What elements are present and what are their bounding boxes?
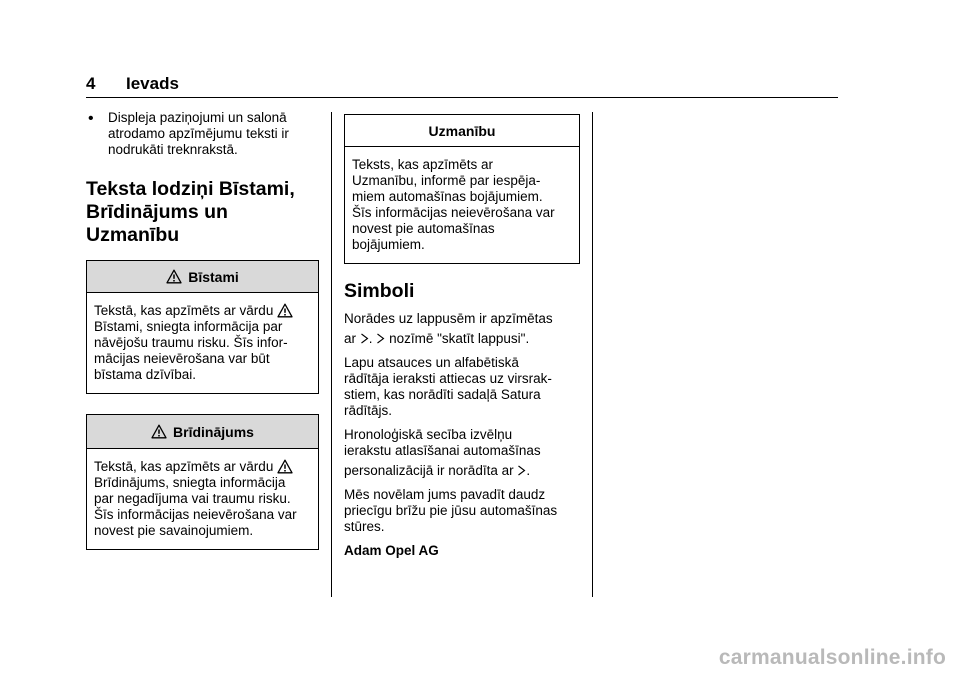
section-title: Ievads [126,74,179,93]
warning-text-line: novest pie savainojumiem. [94,523,254,538]
symbols-line: ierakstu atlasīšanai automašīnas [344,443,541,458]
symbols-line: priecīgu brīžu pie jūsu automašīnas [344,503,558,518]
danger-box-title: Bīstami [188,268,239,285]
caution-box [344,114,580,264]
danger-box-header [87,261,318,293]
warning-text-line: par negadījuma vai traumu risku. [94,491,291,506]
symbols-paragraph-4 [344,487,580,535]
danger-box [86,260,319,394]
caution-text-line: novest pie automašīnas [352,221,495,236]
column-left [86,110,319,550]
symbols-heading: Simboli [344,280,415,302]
warning-triangle-icon [166,269,182,284]
danger-text-line: Bīstami, sniegta informācija par [94,319,283,334]
watermark: carmanualsonline.info [718,646,946,669]
page-number: 4 [86,74,96,93]
danger-text-line: nāvējošu traumu risku. Šīs infor- [94,335,288,350]
danger-text-line: Tekstā, kas apzīmēts ar vārdu [94,303,311,319]
column-middle [344,114,580,559]
caution-text-line: Uzmanību, informē par iespēja- [352,173,541,188]
symbols-paragraph-3 [344,427,580,479]
warning-box-header [87,415,318,449]
column-divider-right [592,112,593,597]
warning-box [86,414,319,550]
danger-text-line: bīstama dzīvībai. [94,367,197,382]
page-reference-arrow-icon [517,465,526,476]
caution-text-line: Šīs informācijas neievērošana var [352,205,555,220]
bullet-line: Displeja paziņojumi un salonā [108,110,287,125]
bullet-list-item [86,110,319,158]
text-boxes-heading [86,178,319,247]
symbols-paragraph-2 [344,355,580,419]
caution-box-body [345,147,579,263]
warning-box-title: Brīdinājums [173,423,254,440]
bullet-symbol: • [88,110,94,127]
warning-box-body [87,449,318,549]
warning-triangle-icon [151,424,167,439]
header-rule [86,97,838,98]
symbols-line: Mēs novēlam jums pavadīt daudz [344,487,546,502]
heading-line: Teksta lodziņi Bīstami, [86,178,295,200]
bullet-line: nodrukāti treknrakstā. [108,142,238,157]
warning-triangle-icon [277,303,293,318]
symbols-paragraph-1 [344,311,580,347]
symbols-line: rādītāja ieraksti attiecas uz virsrak- [344,371,552,386]
column-divider-left [331,112,332,597]
symbols-line: Lapu atsauces un alfabētiskā [344,355,519,370]
warning-text-line: Brīdinājums, sniegta informācija [94,475,286,490]
caution-box-header [345,115,579,147]
company-name: Adam Opel AG [344,543,439,558]
page-header [86,74,838,96]
caution-text-line: bojājumiem. [352,237,425,252]
caution-box-title: Uzmanību [428,122,496,139]
caution-text-line: miem automašīnas bojājumiem. [352,189,543,204]
symbols-line: stiem, kas norādīti sadaļā Satura [344,387,541,402]
symbols-line: ar . nozīmē "skatīt lappusi". [344,331,530,346]
bullet-line: atrodamo apzīmējumu teksti ir [108,126,289,141]
symbols-line: rādītājs. [344,403,393,418]
danger-box-body [87,293,318,393]
danger-text-line: mācijas neievērošana var būt [94,351,270,366]
symbols-line: stūres. [344,519,385,534]
page-reference-arrow-icon [376,333,385,344]
warning-text-line: Tekstā, kas apzīmēts ar vārdu [94,459,311,475]
caution-text-line: Teksts, kas apzīmēts ar [352,157,494,172]
symbols-line: Norādes uz lappusēm ir apzīmētas [344,311,553,326]
page-reference-arrow-icon [360,333,369,344]
warning-triangle-icon [277,459,293,474]
symbols-line: Hronoloģiskā secība izvēlņu [344,427,513,442]
warning-text-line: Šīs informācijas neievērošana var [94,507,297,522]
heading-line: Brīdinājums un Uzmanību [86,201,228,246]
symbols-line: personalizācijā ir norādīta ar . [344,463,531,478]
